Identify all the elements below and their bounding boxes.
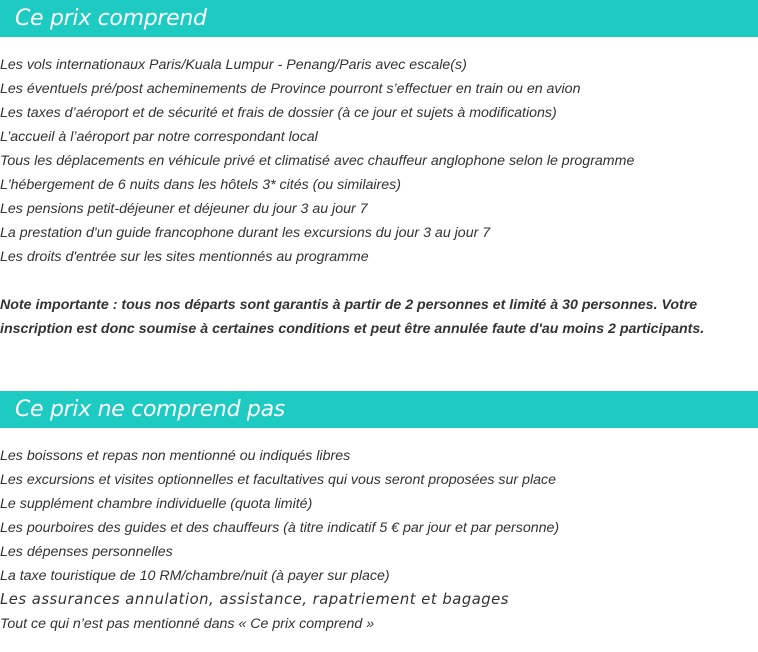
included-items-list [0,53,758,269]
included-section-title: Ce prix comprend [15,6,207,31]
list-item: Les taxes d’aéroport et de sécurité et frais de dossier (à ce jour et sujets à modifications) [0,105,557,121]
excluded-items-list [0,444,758,636]
included-section-header [0,0,758,37]
list-item: Les pourboires des guides et des chauffeurs (à titre indicatif 5 € par jour et par personne) [0,520,560,536]
list-item: Le supplément chambre individuelle (quota limité) [0,496,313,512]
excluded-section-header [0,391,758,428]
list-item: L’accueil à l’aéroport par notre correspondant local [0,129,318,145]
list-item: Les éventuels pré/post acheminements de Province pourront s’effectuer en train ou en avion [0,81,581,97]
list-item: L'hébergement de 6 nuits dans les hôtels 3* cités (ou similaires) [0,177,401,193]
list-item: La taxe touristique de 10 RM/chambre/nuit (à payer sur place) [0,568,390,584]
list-item: Tous les déplacements en véhicule privé et climatisé avec chauffeur anglophone selon le programme [0,153,635,169]
list-item: Les excursions et visites optionnelles et facultatives qui vous seront proposées sur place [0,472,556,488]
list-item: Les dépenses personnelles [0,544,173,560]
excluded-section-title: Ce prix ne comprend pas [15,397,285,422]
list-item: Les assurances annulation, assistance, rapatriement et bagages [0,591,509,608]
list-item: Les pensions petit-déjeuner et déjeuner du jour 3 au jour 7 [0,201,368,217]
important-note: Note importante : tous nos départs sont garantis à partir de 2 personnes et limité à 30 personnes. Votre inscription est donc soumise à certaines conditions et peut être annulée faute d'au moins 2 participants. [0,297,705,337]
list-item: Les vols internationaux Paris/Kuala Lumpur - Penang/Paris avec escale(s) [0,57,467,73]
list-item: Les droits d'entrée sur les sites mentionnés au programme [0,249,369,265]
list-item: La prestation d'un guide francophone durant les excursions du jour 3 au jour 7 [0,225,491,241]
list-item: Les boissons et repas non mentionné ou indiqués libres [0,448,351,464]
list-item: Tout ce qui n’est pas mentionné dans « Ce prix comprend » [0,616,375,632]
